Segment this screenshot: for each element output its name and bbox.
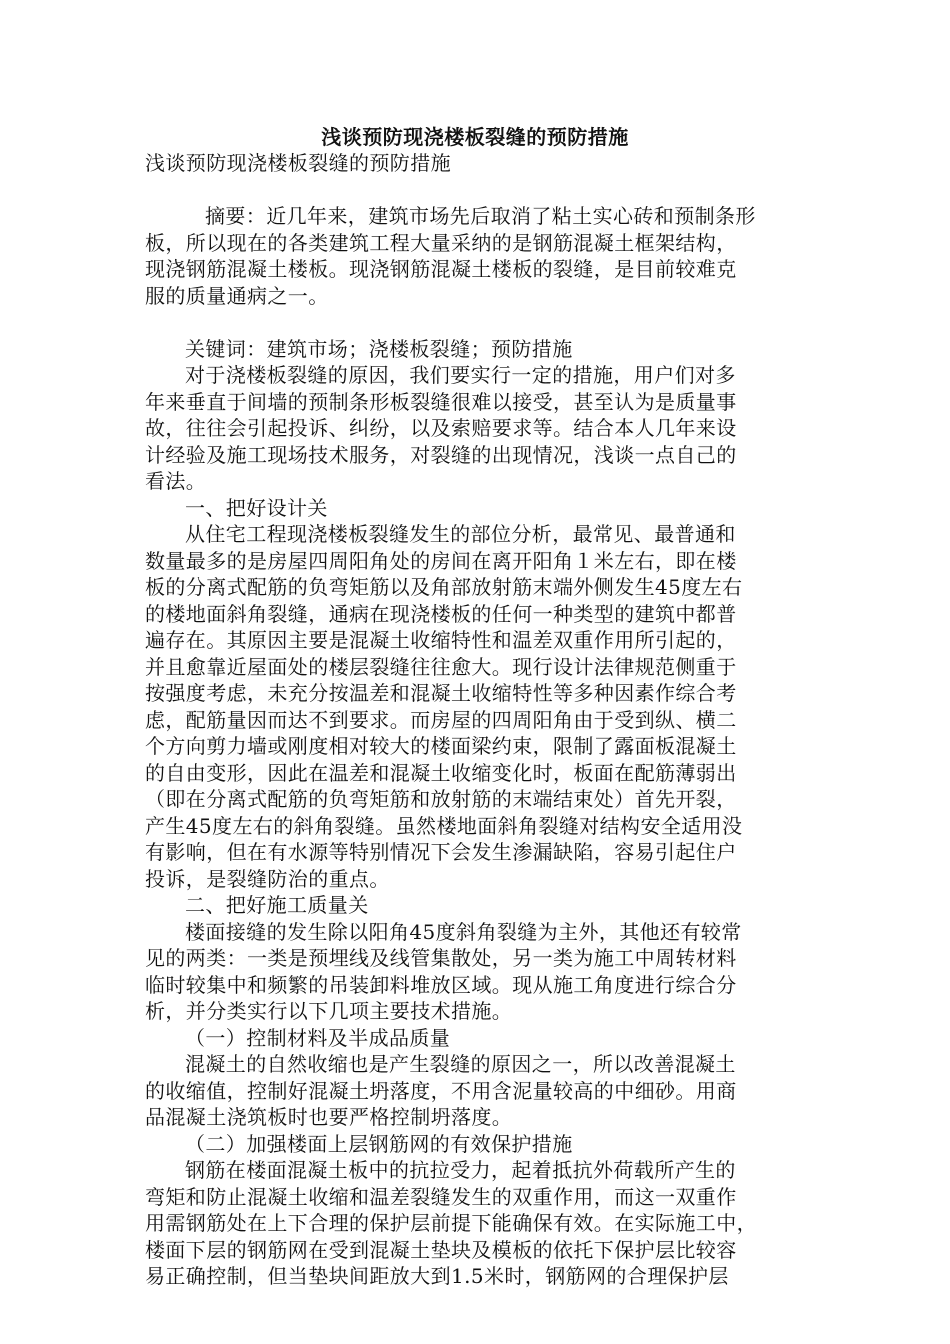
subsection2-line: 弯矩和防止混凝土收缩和温差裂缝发生的双重作用，而这一双重作 (145, 1184, 737, 1209)
section1-line: 的楼地面斜角裂缝，通病在现浇楼板的任何一种类型的建筑中都普 (145, 601, 737, 626)
abstract-line: 服的质量通病之一。 (145, 283, 329, 308)
section1-line: （即在分离式配筋的负弯矩筋和放射筋的末端结束处）首先开裂， (145, 787, 737, 811)
section1-line: 并且愈靠近屋面处的楼层裂缝往往愈大。现行设计法律规范侧重于 (145, 654, 737, 679)
document-subtitle: 浅谈预防现浇楼板裂缝的预防措施 (145, 151, 451, 175)
intro-line: 年来垂直于间墙的预制条形板裂缝很难以接受，甚至认为是质量事 (145, 389, 737, 414)
section1-line: 投诉，是裂缝防治的重点。 (145, 866, 390, 891)
subsection-heading-materials: （一）控制材料及半成品质量 (185, 1025, 451, 1050)
abstract-line: 摘要：近几年来，建筑市场先后取消了粘土实心砖和预制条形 (205, 204, 756, 228)
section2-line: 析，并分类实行以下几项主要技术措施。 (145, 999, 513, 1023)
subsection2-line: 易正确控制，但当垫块间距放大到1.5米时，钢筋网的合理保护层 (145, 1264, 729, 1288)
section-heading-construction: 二、把好施工质量关 (185, 893, 369, 917)
intro-line: 对于浇楼板裂缝的原因，我们要实行一定的措施，用户们对多 (185, 363, 736, 387)
section1-line: 数量最多的是房屋四周阳角处的房间在离开阳角１米左右，即在楼 (145, 548, 737, 573)
section1-line: 有影响，但在有水源等特别情况下会发生渗漏缺陷，容易引起住户 (145, 840, 737, 864)
document-title: 浅谈预防现浇楼板裂缝的预防措施 (321, 125, 629, 149)
section1-line: 遍存在。其原因主要是混凝土收缩特性和温差双重作用所引起的， (145, 628, 737, 652)
section1-line: 的自由变形，因此在温差和混凝土收缩变化时，板面在配筋薄弱出 (145, 760, 737, 785)
section1-line: 个方向剪力墙或刚度相对较大的楼面梁约束，限制了露面板混凝土 (145, 734, 737, 758)
section1-line: 板的分离式配筋的负弯矩筋以及角部放射筋末端外侧发生45度左右 (145, 575, 743, 599)
section1-line: 从住宅工程现浇楼板裂缝发生的部位分析，最常见、最普通和 (185, 522, 736, 546)
abstract-line: 现浇钢筋混凝土楼板。现浇钢筋混凝土楼板的裂缝，是目前较难克 (145, 257, 737, 281)
section-heading-design: 一、把好设计关 (185, 495, 328, 520)
subsection1-line: 品混凝土浇筑板时也要严格控制坍落度。 (145, 1105, 513, 1129)
subsection1-line: 混凝土的自然收缩也是产生裂缝的原因之一，所以改善混凝土 (185, 1052, 736, 1076)
abstract-line: 板，所以现在的各类建筑工程大量采纳的是钢筋混凝土框架结构， (145, 230, 737, 255)
section2-line: 见的两类：一类是预埋线及线管集散处，另一类为施工中周转材料 (145, 946, 737, 970)
keywords: 关键词：建筑市场；浇楼板裂缝；预防措施 (185, 336, 573, 361)
spacer (145, 309, 805, 336)
section1-line: 虑，配筋量因而达不到要求。而房屋的四周阳角由于受到纵、横二 (145, 707, 737, 732)
intro-line: 计经验及施工现场技术服务，对裂缝的出现情况，浅谈一点自己的 (145, 442, 737, 467)
spacer (145, 177, 805, 204)
section2-line: 临时较集中和频繁的吊装卸料堆放区域。现从施工角度进行综合分 (145, 972, 737, 997)
subsection2-line: 钢筋在楼面混凝土板中的抗拉受力，起着抵抗外荷载所产生的 (185, 1158, 736, 1182)
intro-line: 看法。 (145, 469, 207, 493)
section1-line: 按强度考虑，未充分按温差和混凝土收缩特性等多种因素作综合考 (145, 681, 737, 705)
document-body (145, 150, 805, 1290)
subsection2-line: 用需钢筋处在上下合理的保护层前提下能确保有效。在实际施工中， (145, 1211, 757, 1235)
subsection1-line: 的收缩值，控制好混凝土坍落度，不用含泥量较高的中细砂。用商 (145, 1078, 737, 1103)
subsection-heading-rebar: （二）加强楼面上层钢筋网的有效保护措施 (185, 1131, 573, 1156)
intro-line: 故，往往会引起投诉、纠纷，以及索赔要求等。结合本人几年来设 (145, 416, 737, 440)
subsection2-line: 楼面下层的钢筋网在受到混凝土垫块及模板的依托下保护层比较容 (145, 1237, 737, 1262)
section2-line: 楼面接缝的发生除以阳角45度斜角裂缝为主外，其他还有较常 (185, 919, 742, 944)
section1-line: 产生45度左右的斜角裂缝。虽然楼地面斜角裂缝对结构安全适用没 (145, 813, 743, 838)
